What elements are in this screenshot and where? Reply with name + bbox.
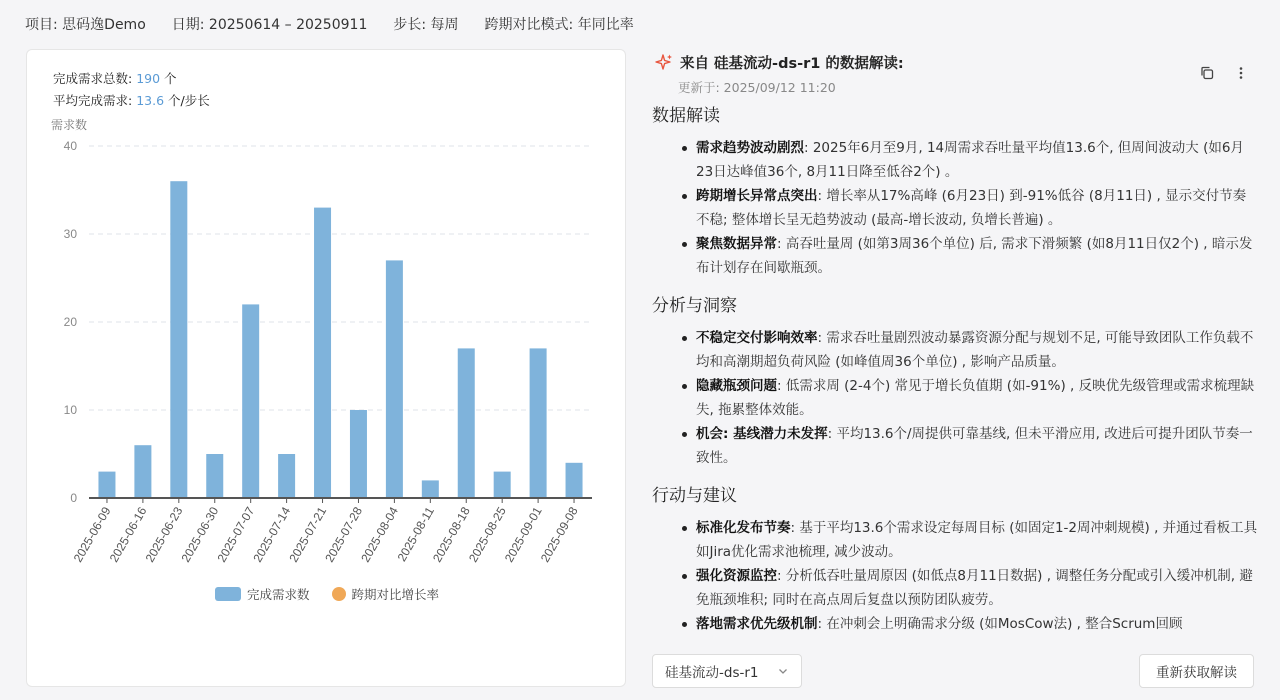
- total-unit: 个: [164, 71, 177, 86]
- total-stat: [53, 68, 210, 90]
- x-tick-label: 2025-08-11: [394, 504, 437, 564]
- chart-panel: [26, 49, 626, 687]
- x-tick-label: 2025-09-01: [501, 504, 545, 565]
- insight-item: [696, 184, 1258, 232]
- insight-item: [696, 232, 1258, 280]
- insight-item-text: : 在冲刺会上明确需求分级 (如MosCow法) , 整合Scrum回顾: [817, 616, 1183, 632]
- filter-bar: [0, 0, 1280, 48]
- bar[interactable]: [422, 480, 439, 498]
- insight-panel: [640, 48, 1270, 700]
- insight-item-text: : 增长率从17%高峰 (6月23日) 到-91%低谷 (8月11日) , 显示交付节奏不稳; 整体增长呈无趋势波动 (最高-增长波动, 负增长普遍) 。: [696, 188, 1247, 228]
- legend-bar-swatch[interactable]: [215, 587, 241, 601]
- y-tick-label: 20: [63, 315, 77, 329]
- bar[interactable]: [314, 208, 331, 498]
- date-range-label: 日期: 20250614 – 20250911: [171, 17, 368, 33]
- insight-item-text: : 需求吞吐量剧烈波动暴露资源分配与规划不足, 可能导致团队工作负载不均和高潮期超负荷风险 (如峰值周36个单位) , 影响产品质量。: [696, 330, 1254, 370]
- insight-content: [652, 100, 1258, 638]
- updated-time: 更新于: 2025/09/12 11:20: [678, 80, 836, 95]
- bar[interactable]: [278, 454, 295, 498]
- total-value: 190: [136, 71, 161, 86]
- insight-item-heading: 标准化发布节奏: [696, 520, 791, 536]
- insight-item-text: : 高吞吐量周 (如第3周36个单位) 后, 需求下滑频繁 (如8月11日仅2个) , 暗示发布计划存在间歇瓶颈。: [696, 236, 1253, 276]
- avg-stat: [53, 90, 210, 112]
- insight-item-text: : 基于平均13.6个需求设定每周目标 (如固定1-2周冲刺规模) , 并通过看板工具如Jira优化需求池梳理, 减少波动。: [696, 520, 1258, 560]
- total-label: 完成需求总数:: [53, 71, 133, 86]
- x-tick-label: 2025-06-09: [70, 504, 114, 565]
- x-tick-label: 2025-08-25: [465, 504, 509, 565]
- insight-item-text: : 2025年6月至9月, 14周需求吞吐量平均值13.6个, 但周间波动大 (如6月23日达峰值36个, 8月11日降至低谷2个) 。: [696, 140, 1244, 180]
- section-list: [652, 326, 1258, 470]
- insight-item-text: : 平均13.6个/周提供可靠基线, 但未平滑应用, 改进后可提升团队节奏一致性。: [696, 426, 1253, 466]
- bar[interactable]: [134, 445, 151, 498]
- legend-bar-label[interactable]: 完成需求数: [247, 587, 310, 602]
- section-title: 数据解读: [652, 106, 720, 126]
- bar-chart: [27, 130, 625, 580]
- bar[interactable]: [350, 410, 367, 498]
- x-tick-label: 2025-07-07: [214, 504, 258, 565]
- avg-label: 平均完成需求:: [53, 93, 133, 108]
- insight-item-heading: 不稳定交付影响效率: [696, 330, 818, 346]
- step-label: 步长: 每周: [393, 17, 459, 33]
- y-tick-label: 30: [63, 227, 77, 241]
- insight-item: [696, 564, 1258, 612]
- insight-item: [696, 516, 1258, 564]
- bar[interactable]: [494, 472, 511, 498]
- bar[interactable]: [242, 304, 259, 498]
- insight-item: [696, 136, 1258, 184]
- compare-mode-label: 跨期对比模式: 年同比率: [484, 17, 634, 33]
- x-tick-label: 2025-07-28: [322, 504, 366, 565]
- insight-item: [696, 612, 1258, 636]
- x-tick-label: 2025-07-21: [286, 504, 330, 565]
- x-tick-label: 2025-07-14: [250, 504, 294, 565]
- y-axis-title: 需求数: [51, 118, 88, 132]
- model-select-value: 硅基流动-ds-r1: [665, 665, 759, 681]
- avg-value: 13.6: [136, 93, 165, 108]
- sparkle-icon: [654, 53, 674, 73]
- insight-item: [696, 326, 1258, 374]
- copy-button[interactable]: [1196, 62, 1218, 84]
- x-tick-label: 2025-06-30: [178, 504, 222, 565]
- insight-header: [654, 52, 904, 73]
- insight-item-text: : 分析低吞吐量周原因 (如低点8月11日数据) , 调整任务分配或引入缓冲机制, 避免瓶颈堆积; 同时在高点周后复盘以预防团队疲劳。: [696, 568, 1253, 608]
- insight-item-heading: 机会: 基线潜力未发挥: [696, 426, 828, 442]
- section-list: [652, 136, 1258, 280]
- bar[interactable]: [206, 454, 223, 498]
- bar[interactable]: [530, 348, 547, 498]
- insight-item-heading: 落地需求优先级机制: [696, 616, 818, 632]
- more-button[interactable]: [1230, 62, 1252, 84]
- x-tick-label: 2025-08-18: [430, 504, 473, 565]
- y-tick-label: 0: [70, 491, 77, 505]
- insight-item: [696, 422, 1258, 470]
- y-tick-label: 10: [63, 403, 77, 417]
- bar[interactable]: [386, 260, 403, 498]
- bar[interactable]: [458, 348, 475, 498]
- insight-item-heading: 聚焦数据异常: [696, 236, 777, 252]
- x-tick-label: 2025-09-08: [537, 504, 581, 565]
- bar[interactable]: [566, 463, 583, 498]
- chevron-down-icon: [777, 665, 789, 677]
- insight-item-heading: 需求趋势波动剧烈: [696, 140, 804, 156]
- insight-item-text: : 低需求周 (2-4个) 常见于增长负值期 (如-91%) , 反映优先级管理或需求梳理缺失, 拖累整体效能。: [696, 378, 1255, 418]
- section-list: [652, 516, 1258, 636]
- section-title: 分析与洞察: [652, 296, 737, 316]
- refresh-insight-button[interactable]: 重新获取解读: [1139, 654, 1254, 688]
- bar[interactable]: [98, 472, 115, 498]
- summary-stats: [53, 68, 210, 112]
- project-label: 项目: 思码逸Demo: [25, 17, 146, 33]
- more-vertical-icon: [1233, 65, 1249, 81]
- insight-source-title: 来自 硅基流动-ds-r1 的数据解读:: [680, 56, 904, 72]
- x-tick-label: 2025-06-23: [142, 504, 186, 565]
- y-tick-label: 40: [63, 139, 77, 153]
- insight-item-heading: 跨期增长异常点突出: [696, 188, 818, 204]
- legend-growth-label[interactable]: 跨期对比增长率: [351, 587, 440, 602]
- copy-icon: [1199, 65, 1215, 81]
- x-tick-label: 2025-06-16: [106, 504, 150, 565]
- section-title: 行动与建议: [652, 486, 737, 506]
- insight-item-heading: 强化资源监控: [696, 568, 777, 584]
- insight-item: [696, 374, 1258, 422]
- bar[interactable]: [170, 181, 187, 498]
- insight-item-heading: 隐藏瓶颈问题: [696, 378, 777, 394]
- model-select[interactable]: [652, 654, 802, 688]
- chart-legend: [215, 585, 439, 603]
- x-tick-label: 2025-08-04: [358, 504, 401, 565]
- avg-unit: 个/步长: [168, 93, 210, 108]
- legend-growth-swatch[interactable]: [332, 587, 346, 601]
